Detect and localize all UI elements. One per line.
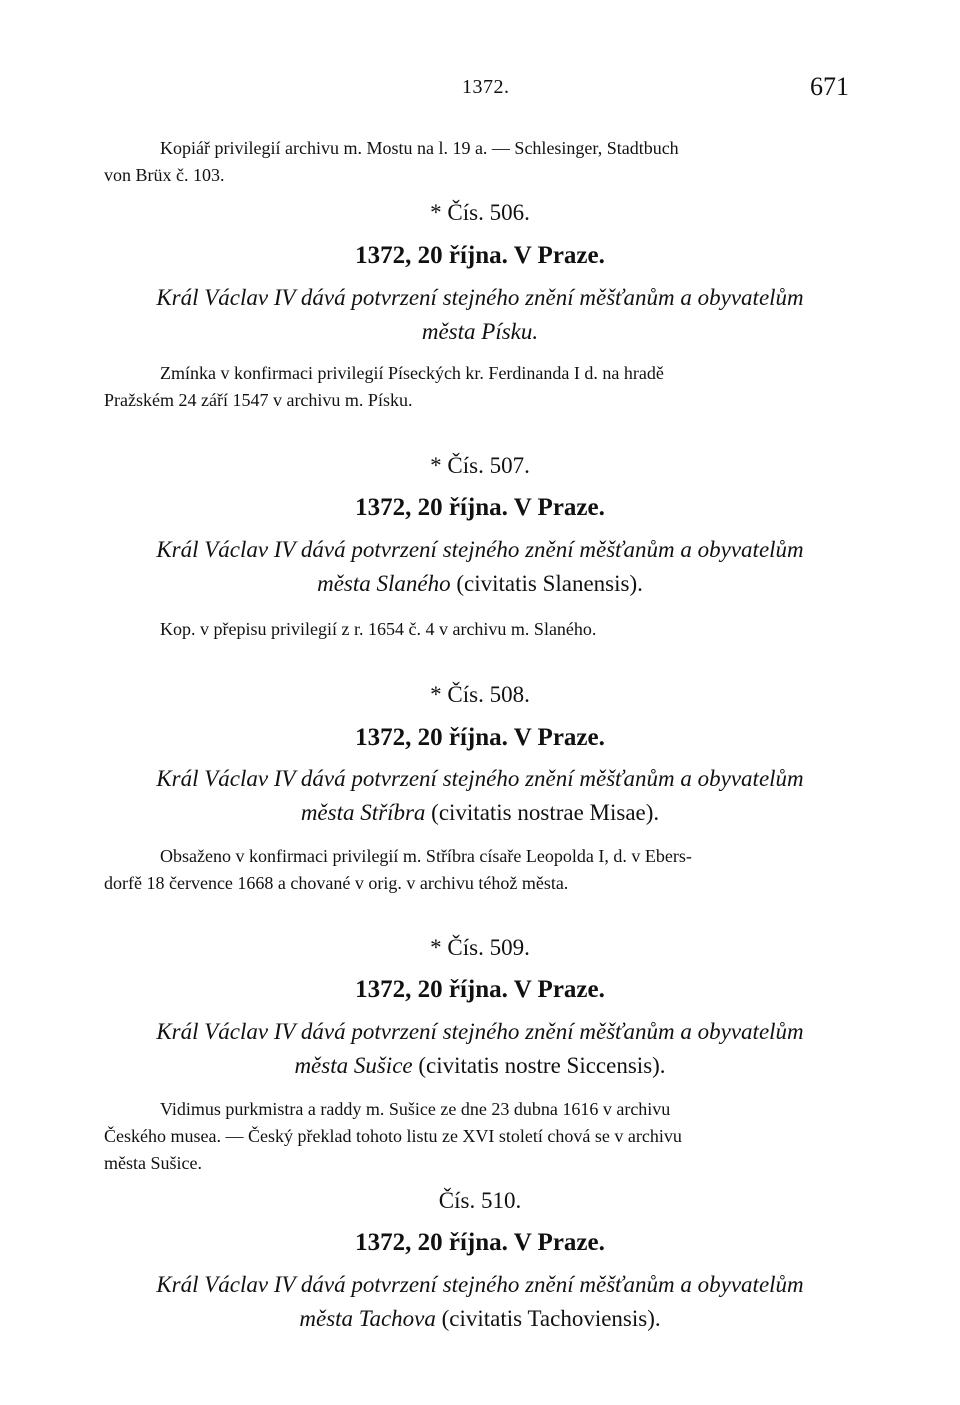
summary-line1: Král Václav IV dává potvrzení stejného znění měšťanům a obyvatelům (156, 285, 804, 310)
entry-date-506: 1372, 20 října. V Praze. (355, 242, 605, 269)
summary-latin: (civitatis Tachoviensis). (435, 1306, 661, 1331)
entry-summary-508 (100, 762, 860, 830)
summary-town: města Tachova (299, 1306, 436, 1331)
summary-line1: Král Václav IV dává potvrzení stejného znění měšťanům a obyvatelům (156, 1272, 804, 1297)
summary-town: města Písku. (421, 319, 539, 344)
entry-note-509-line3: města Sušice. (104, 1153, 202, 1173)
entry-summary-507 (100, 533, 860, 601)
summary-latin: (civitatis nostrae Misae). (425, 800, 660, 825)
entry-number-510: Čís. 510. (438, 1188, 522, 1213)
intro-note-line2: von Brüx č. 103. (104, 165, 225, 185)
entry-note-506-line2: Pražském 24 září 1547 v archivu m. Písku. (104, 390, 413, 410)
entry-number-508: * Čís. 508. (430, 682, 530, 707)
entry-date-507: 1372, 20 října. V Praze. (355, 494, 605, 521)
summary-line1: Král Václav IV dává potvrzení stejného znění měšťanům a obyvatelům (156, 1019, 804, 1044)
intro-note-line1: Kopiář privilegií archivu m. Mostu na l. 19 a. — Schlesinger, Stadtbuch (160, 138, 679, 158)
entry-note-508-line2: dorfě 18 července 1668 a chované v orig. v archivu téhož města. (104, 873, 569, 893)
entry-date-508: 1372, 20 října. V Praze. (355, 724, 605, 751)
entry-number-509: * Čís. 509. (430, 935, 530, 960)
entry-summary-510 (100, 1268, 860, 1336)
entry-number-506: * Čís. 506. (430, 200, 530, 225)
entry-summary-506 (100, 281, 860, 349)
summary-town: města Stříbra (300, 800, 426, 825)
summary-latin: (civitatis nostre Siccensis). (412, 1053, 666, 1078)
entry-note-506-line1: Zmínka v konfirmaci privilegií Píseckých kr. Ferdinanda I d. na hradě (160, 363, 664, 383)
page-number: 671 (810, 72, 849, 101)
summary-line1: Král Václav IV dává potvrzení stejného znění měšťanům a obyvatelům (156, 766, 804, 791)
entry-note-508-line1: Obsaženo v konfirmaci privilegií m. Stříbra císaře Leopolda I, d. v Ebers- (160, 846, 692, 866)
entry-number-507: * Čís. 507. (430, 453, 530, 478)
entry-note-509-line2: Českého musea. — Český překlad tohoto listu ze XVI století chová se v archivu (104, 1126, 682, 1146)
summary-latin: (civitatis Slanensis). (450, 571, 643, 596)
entry-note-507-line1: Kop. v přepisu privilegií z r. 1654 č. 4 v archivu m. Slaného. (160, 619, 597, 639)
summary-line1: Král Václav IV dává potvrzení stejného znění měšťanům a obyvatelům (156, 537, 804, 562)
entry-date-509: 1372, 20 října. V Praze. (355, 976, 605, 1003)
summary-town: města Sušice (294, 1053, 413, 1078)
running-head-year: 1372. (462, 76, 510, 98)
entry-date-510: 1372, 20 října. V Praze. (355, 1229, 605, 1256)
summary-town: města Slaného (317, 571, 451, 596)
entry-note-509-line1: Vidimus purkmistra a raddy m. Sušice ze dne 23 dubna 1616 v archivu (160, 1099, 671, 1119)
entry-summary-509 (100, 1015, 860, 1083)
